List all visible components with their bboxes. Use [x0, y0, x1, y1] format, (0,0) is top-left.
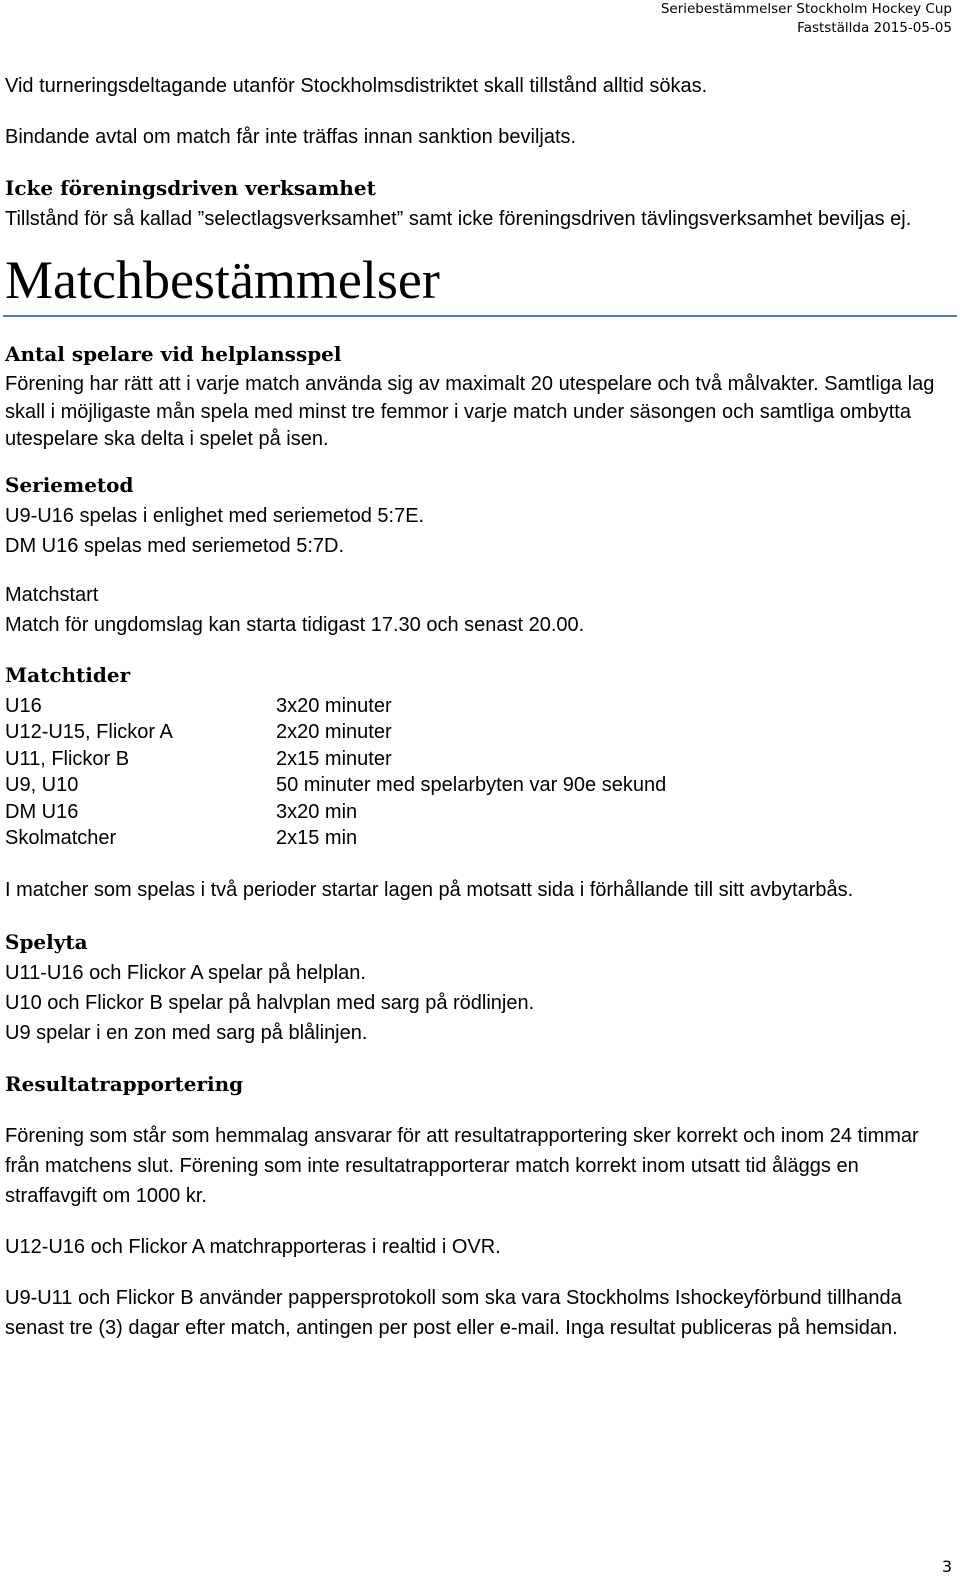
- icke-paragraph: Tillstånd för så kallad ”selectlagsverksamhet” samt icke föreningsdriven tävlingsverksamhet beviljas ej.: [5, 208, 912, 230]
- spelyta-line-2: U10 och Flickor B spelar på halvplan med sarg på rödlinjen.: [5, 991, 535, 1014]
- table-cell-category: U12-U15, Flickor A: [5, 721, 173, 743]
- seriemetod-line-2: DM U16 spelas med seriemetod 5:7D.: [5, 534, 345, 557]
- table-row: [5, 825, 666, 852]
- spelyta-line-3: U9 spelar i en zon med sarg på blålinjen.: [5, 1021, 368, 1044]
- section-heading-antal: Antal spelare vid helplansspel: [5, 342, 342, 366]
- main-title: Matchbestämmelser: [5, 250, 440, 310]
- section-heading-matchstart: Matchstart: [5, 583, 99, 606]
- section-heading-icke: Icke föreningsdriven verksamhet: [5, 176, 376, 200]
- section-heading-resultat: Resultatrapportering: [5, 1071, 244, 1096]
- table-row: [5, 746, 666, 773]
- header-date: Fastställda 2015-05-05: [797, 20, 952, 36]
- page-header: [661, 0, 952, 38]
- table-cell-time: 2x20 minuter: [276, 721, 392, 743]
- spelyta-line-1: U11-U16 och Flickor A spelar på helplan.: [5, 961, 366, 984]
- table-cell-category: DM U16: [5, 800, 79, 823]
- seriemetod-line-1: U9-U16 spelas i enlighet med seriemetod 5:7E.: [5, 504, 425, 527]
- section-heading-seriemetod: Seriemetod: [5, 472, 134, 497]
- table-cell-time: 3x20 minuter: [276, 694, 392, 717]
- table-cell-category: Skolmatcher: [5, 827, 117, 849]
- table-cell-time: 50 minuter med spelarbyten var 90e sekund: [276, 774, 667, 796]
- document-body: [5, 71, 955, 1343]
- section-heading-spelyta: Spelyta: [5, 929, 88, 954]
- resultat-paragraph-3: U9-U11 och Flickor B använder pappersprotokoll som ska vara Stockholms Ishockeyförbund tillhanda senast tre (3) dagar efter match, antingen per post eller e-mail. Inga resultat publiceras på hemsidan.: [5, 1286, 902, 1339]
- section-heading-matchtider: Matchtider: [5, 662, 131, 687]
- matchtider-table: [5, 693, 666, 852]
- table-cell-category: U11, Flickor B: [5, 747, 130, 770]
- table-cell-category: U9, U10: [5, 774, 79, 796]
- resultat-paragraph-1: Förening som står som hemmalag ansvarar för att resultatrapportering sker korrekt och inom 24 timmar från matchens slut. Förening som inte resultatrapporterar match korrekt inom utsatt tid åläggs en straffavgift om 1000 kr.: [5, 1124, 919, 1207]
- table-cell-time: 3x20 min: [276, 800, 358, 823]
- table-cell-time: 2x15 min: [276, 827, 358, 849]
- resultat-paragraph-2: U12-U16 och Flickor A matchrapporteras i realtid i OVR.: [5, 1235, 501, 1258]
- table-cell-time: 2x15 minuter: [276, 747, 392, 770]
- table-row: [5, 719, 666, 746]
- page-number: 3: [941, 1557, 952, 1576]
- table-row: [5, 772, 666, 799]
- table-row: [5, 693, 666, 720]
- intro-paragraph-2: Bindande avtal om match får inte träffas innan sanktion beviljats.: [5, 126, 577, 148]
- matchstart-paragraph: Match för ungdomslag kan starta tidigast 17.30 och senast 20.00.: [5, 613, 585, 636]
- title-underline: [3, 315, 957, 317]
- header-title: Seriebestämmelser Stockholm Hockey Cup: [660, 1, 952, 17]
- table-row: [5, 799, 666, 826]
- antal-paragraph: Förening har rätt att i varje match använda sig av maximalt 20 utespelare och två målvakter. Samtliga lag skall i möjligaste mån spela med minst tre femmor i varje match under säsongen och samtliga ombytta utespelare ska delta i spelet på isen.: [5, 373, 935, 450]
- intro-paragraph-1: Vid turneringsdeltagande utanför Stockholmsdistriktet skall tillstånd alltid sökas.: [5, 75, 708, 97]
- table-cell-category: U16: [5, 694, 42, 717]
- matchtider-note: I matcher som spelas i två perioder startar lagen på motsatt sida i förhållande till sitt avbytarbås.: [5, 878, 854, 901]
